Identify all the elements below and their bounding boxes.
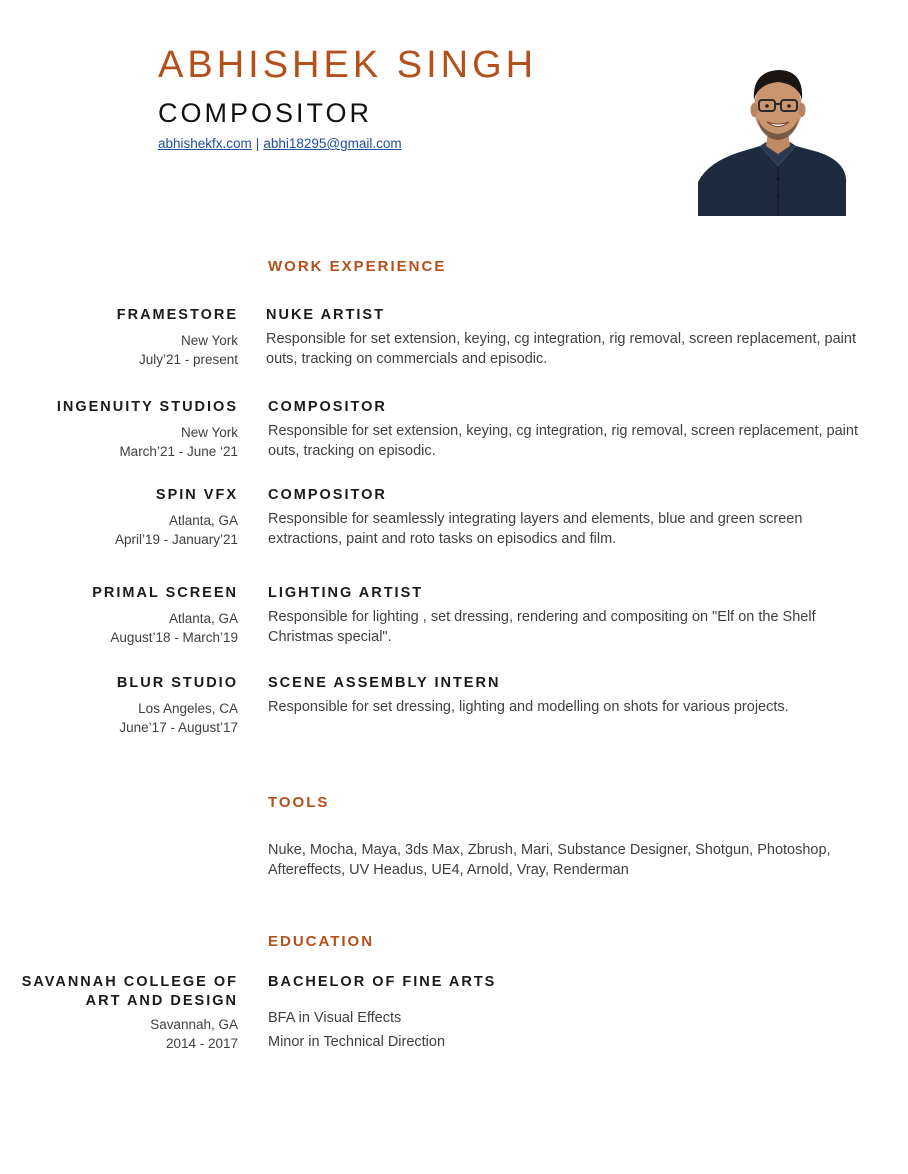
job-description: Responsible for set extension, keying, cg integration, rig removal, screen replacement, paint outs, tracking on episodic. (268, 423, 858, 459)
job-location: Los Angeles, CA (138, 701, 238, 716)
experience-entry-details (268, 486, 868, 549)
tools-heading: TOOLS (268, 794, 330, 811)
school-dates: 2014 - 2017 (165, 1036, 238, 1051)
contact-links (158, 136, 402, 151)
education-entry-meta (22, 973, 238, 1053)
degree-detail: BFA in Visual Effects (268, 1010, 402, 1026)
job-description: Responsible for lighting , set dressing, rendering and compositing on "Elf on the Shelf Christmas special". (268, 609, 816, 645)
work-experience-heading: WORK EXPERIENCE (268, 258, 447, 275)
job-location: Atlanta, GA (168, 611, 238, 626)
company-name: BLUR STUDIO (116, 675, 238, 691)
job-description: Responsible for set dressing, lighting and modelling on shots for various projects. (268, 699, 789, 715)
resume-name: ABHISHEK SINGH (158, 44, 538, 86)
website-link[interactable]: abhishekfx.com (158, 136, 252, 151)
company-name: SPIN VFX (155, 487, 238, 503)
company-name: INGENUITY STUDIOS (56, 399, 238, 415)
degree-detail: Minor in Technical Direction (268, 1033, 446, 1050)
education-entry-details (268, 973, 868, 1052)
job-title: SCENE ASSEMBLY INTERN (268, 675, 501, 691)
job-dates: April’19 - January’21 (114, 532, 238, 547)
experience-entry-meta (115, 486, 238, 549)
job-dates: March’21 - June ‘21 (119, 444, 238, 459)
experience-entry-details (268, 674, 868, 718)
job-title: LIGHTING ARTIST (268, 585, 424, 601)
job-dates: June’17 - August’17 (119, 720, 238, 735)
link-separator: | (255, 136, 260, 151)
portrait-illustration (698, 54, 858, 216)
job-dates: August’18 - March’19 (110, 630, 238, 645)
job-description: Responsible for seamlessly integrating layers and elements, blue and green screen extractions, paint and roto tasks on episodics and film. (268, 511, 803, 547)
tools-block (268, 841, 868, 880)
education-heading: EDUCATION (268, 933, 375, 950)
experience-entry-details (268, 398, 868, 461)
job-dates: July’21 - present (138, 352, 238, 367)
experience-entry-meta (92, 584, 238, 647)
job-location: New York (180, 425, 238, 440)
degree-title: BACHELOR OF FINE ARTS (268, 974, 497, 990)
job-title: COMPOSITOR (268, 487, 387, 503)
job-description: Responsible for set extension, keying, cg integration, rig removal, screen replacement, paint outs, tracking on commercials and episodic. (266, 331, 856, 367)
experience-entry-meta (117, 306, 238, 369)
school-name-line1: SAVANNAH COLLEGE OF (21, 974, 238, 990)
school-name-line2: ART AND DESIGN (85, 993, 238, 1009)
school-location: Savannah, GA (150, 1017, 238, 1032)
profile-photo (698, 54, 858, 216)
job-title: COMPOSITOR (268, 399, 387, 415)
job-location: Atlanta, GA (168, 513, 238, 528)
resume-role: COMPOSITOR (158, 98, 373, 128)
experience-entry-details (268, 584, 868, 647)
email-link[interactable]: abhi18295@gmail.com (263, 136, 402, 151)
company-name: PRIMAL SCREEN (92, 585, 238, 601)
experience-entry-meta (117, 674, 238, 737)
job-location: New York (180, 333, 238, 348)
experience-entry-details (266, 306, 866, 369)
job-title: NUKE ARTIST (266, 307, 385, 323)
experience-entry-meta (57, 398, 238, 461)
company-name: FRAMESTORE (116, 307, 238, 323)
tools-list: Nuke, Mocha, Maya, 3ds Max, Zbrush, Mari, Substance Designer, Shotgun, Photoshop, Aftereffects, UV Headus, UE4, Arnold, Vray, Renderman (268, 842, 831, 878)
